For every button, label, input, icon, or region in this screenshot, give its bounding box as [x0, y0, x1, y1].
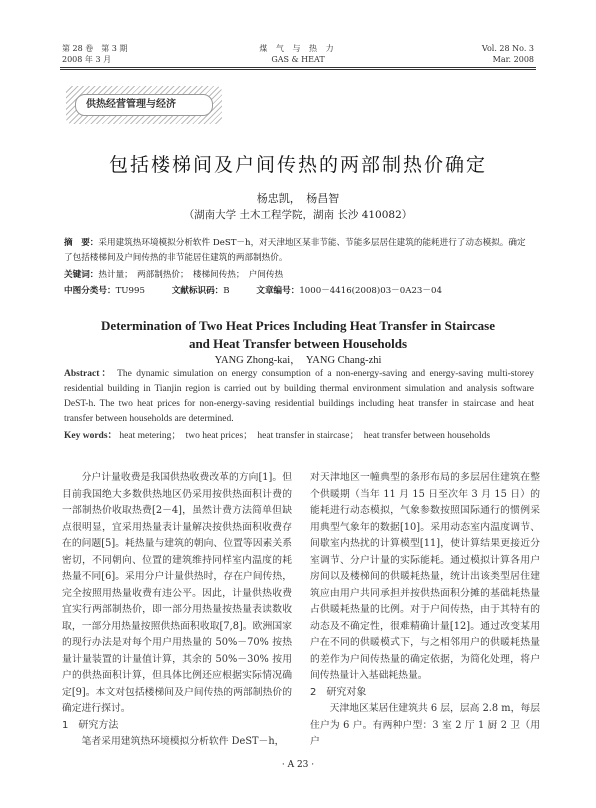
journal-name: 煤 气 与 热 力 GAS & HEAT — [259, 44, 337, 64]
article-number: 1000－4416(2008)03－0A23－04 — [299, 286, 442, 296]
classification-line: 中图分类号：TU995 文献标识码：B 文章编号：1000－4416(2008)03－0A23－04 — [64, 286, 442, 296]
section-banner — [66, 86, 222, 124]
abstract-en — [64, 367, 534, 427]
paper-title-cn: 包括楼梯间及户间传热的两部制热价确定 — [108, 154, 487, 176]
abstract-cn-text: 采用建筑热环境模拟分析软件 DeST－h，对天津地区某非节能、节能多层居住建筑的能耗进行了动态模拟。确定了包括楼梯间及户间传热的非节能居住建筑的两部制热价。 — [64, 238, 526, 263]
paper-title-en: Determination of Two Heat Prices Including Heat Transfer in Staircase and Heat Transfer between Households — [101, 318, 495, 351]
abstract-en-label: Abstract： — [64, 369, 113, 379]
authors-cn: 杨忠凯， 杨昌智 — [256, 192, 340, 205]
abstract-en-text: The dynamic simulation on energy consumption of a non-energy-saving and energy-saving multi-storey residential building in Tianjin region is carried out by building thermal environment simulation and analysis software DeST-h. The two heat prices for non-energy-saving residential buildings including heat transfer in staircase and heat transfer between households are determined. — [64, 369, 534, 424]
abstract-cn — [64, 236, 534, 266]
section-heading: 1 研究方法 — [62, 719, 119, 731]
body-column-right — [310, 470, 540, 751]
keywords-cn: 关键词：热计量； 两部制热价； 楼梯间传热； 户间传热 — [64, 270, 284, 280]
journal-volume: 第 28 卷 第 3 期 2008 年 3 月 — [62, 44, 128, 64]
keywords-cn-text: 热计量； 两部制热价； 楼梯间传热； 户间传热 — [98, 270, 284, 280]
section-heading: 2 研究对象 — [310, 686, 367, 698]
authors-en: YANG Zhong-kai， YANG Chang-zhi — [214, 355, 382, 366]
journal-issue: Vol. 28 No. 3 Mar. 2008 — [481, 44, 534, 64]
keywords-en: Key words： heat metering； two heat prices； heat transfer in staircase； heat transfer between households — [64, 431, 491, 441]
clc-number: TU995 — [115, 286, 145, 296]
body-paragraph: 分户计量收费是我国供热收费改革的方向[1]。但目前我国绝大多数供热地区仍采用按供热面积计费的一部制热价收取热费[2－4]，虽然计费方法简单但缺点很明显，宜采用热量表计量解决按供热面积收费存在的问题[5]。耗热量与建筑的朝向、位置等因素关系密切，不同朝向、位置的建筑维持同样室内温度的耗热量不同[6]。采用分户计量供热时，存在户间传热，完全按照用热量收费有违公平。因此，计量供热收费宜实行两部制热价，即一部分用热量按热量表读数收取，一部分用热量按照供热面积收取[7,8]。欧洲国家的现行办法是对每个用户用热量的 50%－70% 按热量计量装置的计量值计算，其余的 50%－30% 按用户的供热面积计算，但具体比例还应根据实际情况确定[9]。本文对包括楼梯间及户间传热的两部制热价的确定进行探讨。 — [62, 472, 292, 714]
keywords-en-text: heat metering； two heat prices； heat transfer in staircase； heat transfer between households — [119, 431, 491, 441]
body-paragraph: 对天津地区一幢典型的条形布局的多层居住建筑在整个供暖期（当年 11 月 15 日至次年 3 月 15 日）的能耗进行动态模拟，气象参数按照国际通行的惯例采用典型气象年的数据[10]。采用动态室内温度调节、间歇室内热扰的计算模型[11]，使计算结果更接近分室调节、分户计量的实际能耗。通过模拟计算各用户房间以及楼梯间的供暖耗热量，统计出该类型居住建筑应由用户共同承担并按供热面积分摊的基础耗热量占供暖耗热量的比例。对于户间传热，由于其特有的动态及不确定性，很难精确计量[12]。通过改变某用户在不同的供暖模式下，与之相邻用户的供暖耗热量的差作为户间传热量的确定依据，为简化处理，将户间传热量计入基础耗热量。 — [310, 472, 540, 681]
header-rule — [60, 67, 536, 68]
doc-code: B — [223, 286, 230, 296]
abstract-cn-label: 摘 要： — [64, 238, 99, 248]
page-number: · A 23 · — [281, 760, 315, 770]
body-column-left — [62, 470, 292, 751]
header-rule-thin — [60, 69, 536, 70]
banner-label: 供热经营管理与经济 — [75, 94, 213, 116]
body-paragraph: 笔者采用建筑热环境模拟分析软件 DeST－h， — [81, 736, 285, 747]
body-paragraph: 天津地区某居住建筑共 6 层，层高 2.8 m，每层住户为 6 户。有两种户型：3 室 2 厅 1 厨 2 卫（用户 — [310, 703, 540, 747]
affiliation-cn: （湖南大学 土木工程学院，湖南 长沙 410082） — [183, 209, 413, 221]
